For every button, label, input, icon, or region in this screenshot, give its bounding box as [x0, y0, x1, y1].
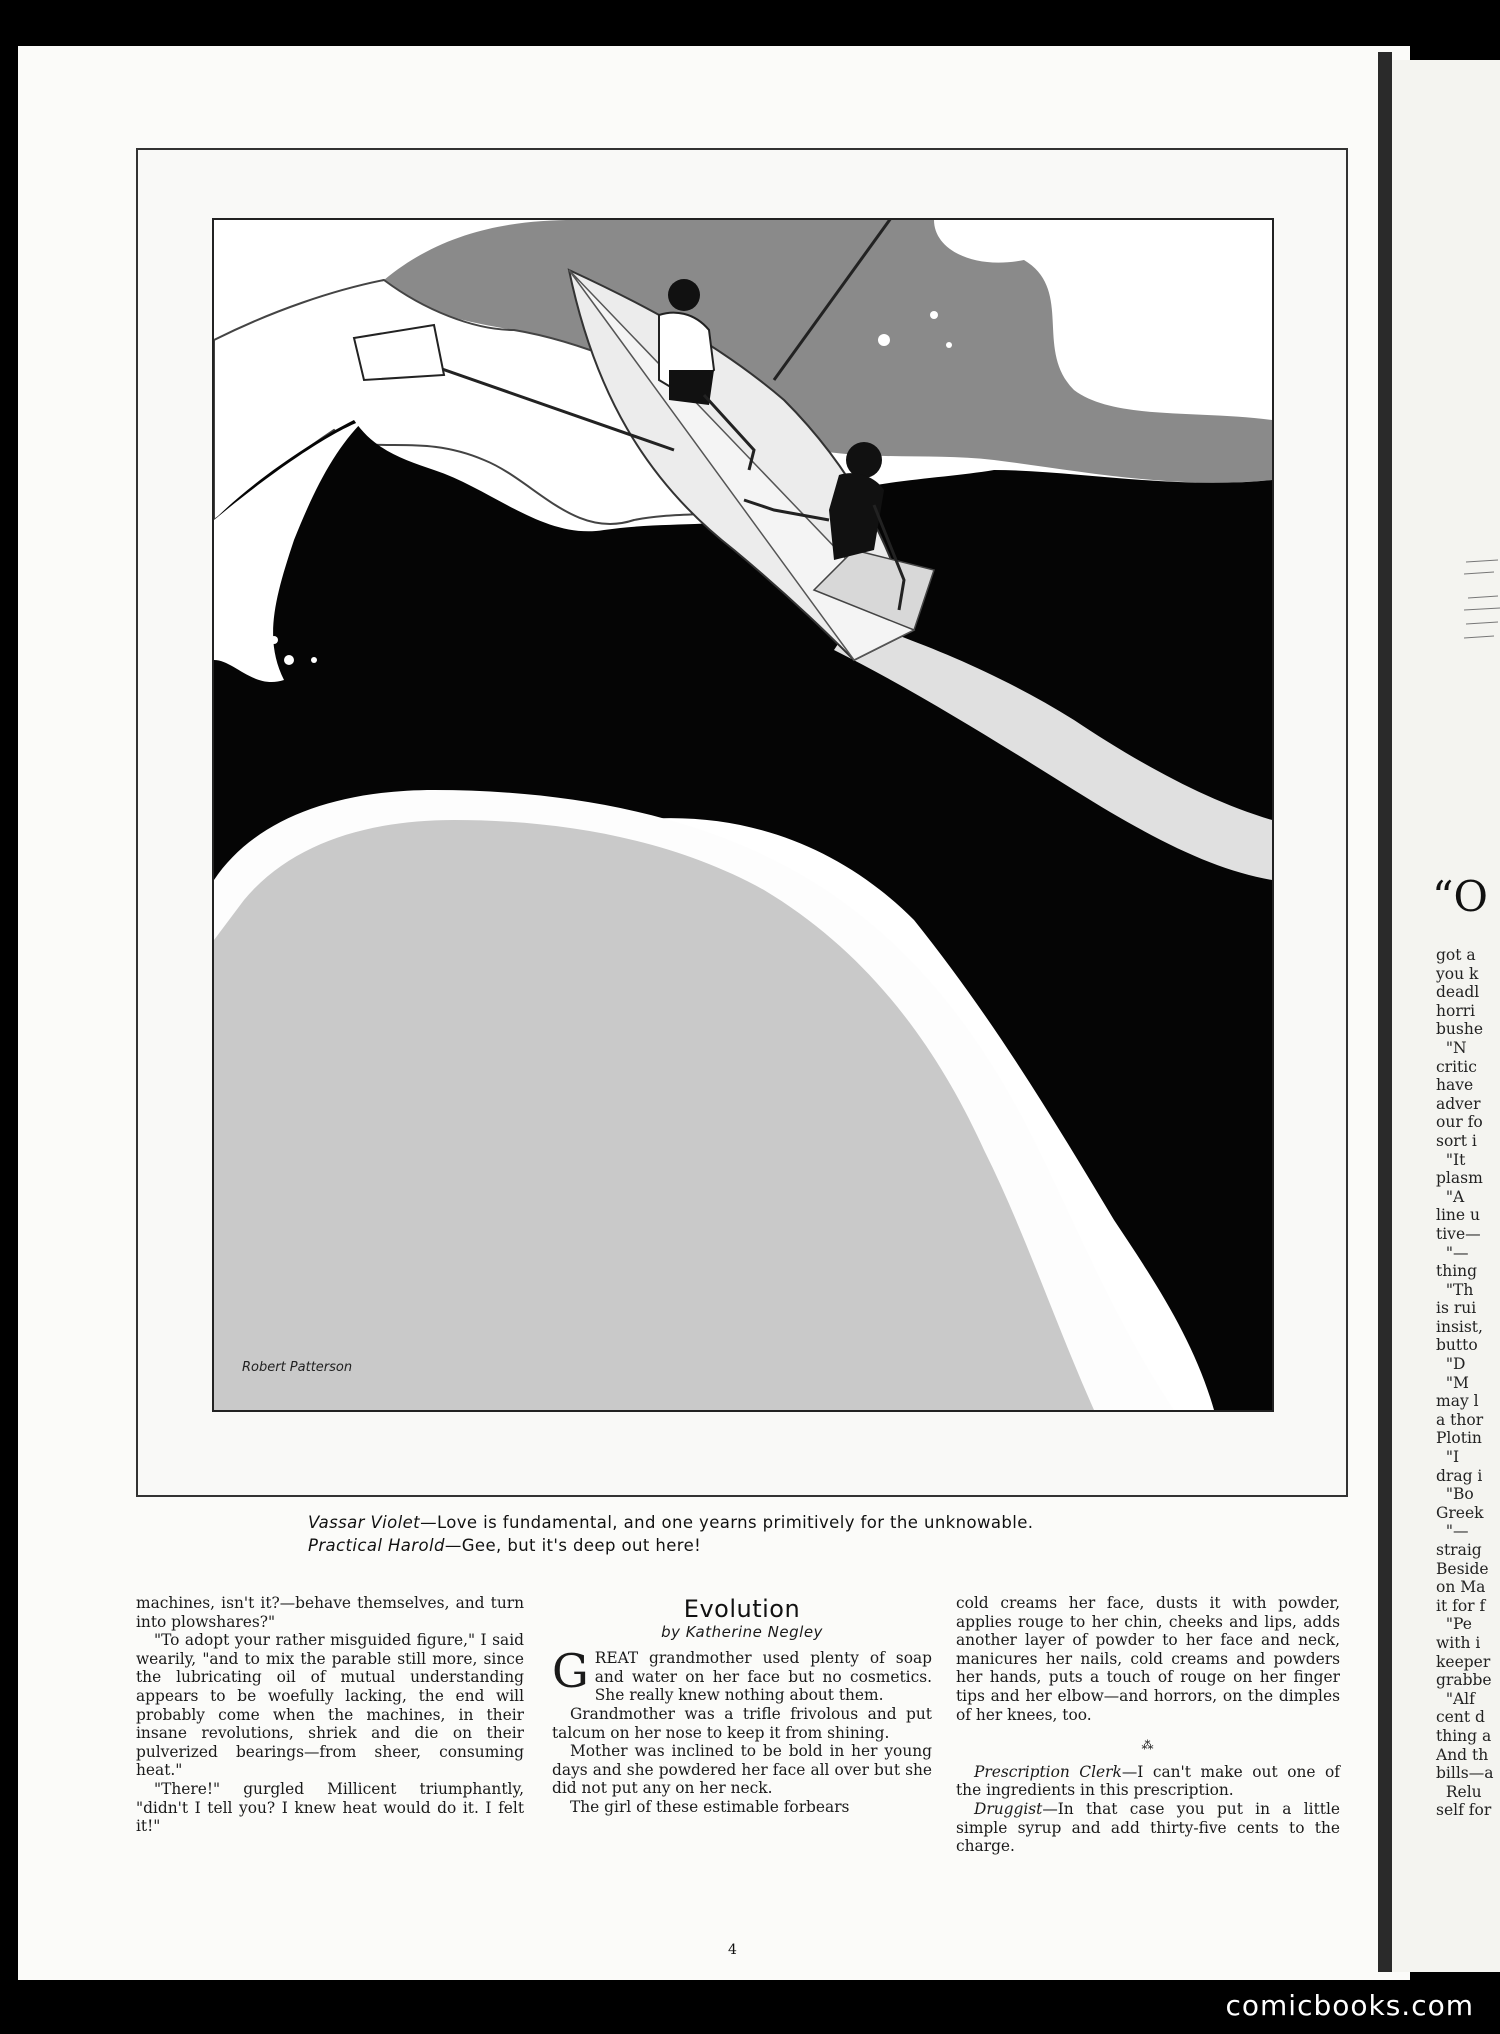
paragraph: Mother was inclined to be bold in her young days and she powdered her face all over but she did not put any on her neck.	[552, 1742, 932, 1798]
paragraph: machines, isn't it?—behave themselves, and turn into plowshares?"	[136, 1594, 524, 1631]
drop-cap: G	[552, 1644, 589, 1699]
text-column-left	[136, 1594, 524, 1836]
book-spine	[1378, 52, 1392, 1972]
joke-line-1	[956, 1763, 1340, 1800]
first-paragraph-text: REAT grandmother used plenty of soap and water on her face but no cosmetics. She really knew nothing about them.	[594, 1649, 932, 1705]
text-column-middle	[552, 1594, 932, 1817]
rowboat-illustration	[214, 220, 1272, 1410]
caption-speaker-1: Vassar Violet	[308, 1513, 421, 1532]
caption-line-2	[308, 1534, 1208, 1557]
site-watermark: comicbooks.com	[1225, 1989, 1474, 2022]
paragraph: The girl of these estimable forbears	[570, 1797, 850, 1816]
page-number: 4	[728, 1942, 737, 1958]
paragraph: "To adopt your rather misguided figure," I said wearily, "and to mix the parable still more, since the lubricating oil of mutual understanding appears to be woefully lacking, the end will probably come when the machines, in their insane revolutions, shriek and die on their pulverized bearings—from sheer, consuming heat."	[136, 1631, 524, 1780]
next-page-initial: “O	[1432, 872, 1488, 921]
next-page-text: got a you k deadl horri bushe "N critic have adver our fo sort i "It plasm "A line u tive— "— thing "Th is rui insist, butto "D "M may l a thor Plotin "I drag i "Bo Greek "— straig Beside on Ma it for f "Pe with i keeper grabbe "Alf cent d thing a And th bills—a Relu self for	[1436, 946, 1494, 1820]
scribble-marks	[1464, 558, 1500, 658]
illustration-caption	[308, 1511, 1208, 1557]
caption-speaker-2: Practical Harold	[308, 1536, 445, 1555]
article-byline: by Katherine Negley	[661, 1622, 823, 1641]
text-column-right	[956, 1594, 1340, 1856]
joke-text-1: —I can't make out one of the ingredients in this prescription.	[956, 1762, 1341, 1800]
artist-signature: Robert Patterson	[242, 1360, 353, 1375]
caption-text-1: —Love is fundamental, and one yearns primitively for the unknowable.	[420, 1513, 1034, 1532]
paragraph: "There!" gurgled Millicent triumphantly, "didn't I tell you? I knew heat would do it. I felt it!"	[136, 1779, 524, 1836]
caption-text-2: —Gee, but it's deep out here!	[444, 1536, 702, 1555]
joke-speaker-2: Druggist	[974, 1799, 1043, 1818]
joke-text-2: —In that case you put in a little simple syrup and add thirty-five cents to the charge.	[956, 1799, 1340, 1856]
section-separator: ⁂	[1141, 1738, 1155, 1753]
article-first-paragraph	[552, 1644, 932, 1705]
paragraph: Grandmother was a trifle frivolous and put talcum on her nose to keep it from shining.	[552, 1704, 932, 1742]
illustration	[212, 218, 1274, 1412]
adjacent-page-fragment	[1392, 60, 1500, 1972]
joke-line-2	[956, 1800, 1340, 1856]
joke-speaker-1: Prescription Clerk	[974, 1762, 1122, 1781]
paragraph: cold creams her face, dusts it with powder, applies rouge to her chin, cheeks and lips, adds another layer of powder to her face and neck, manicures her nails, cold creams and powders her hands, puts a touch of rouge on her finger tips and her elbow—and horrors, on the dimples of her knees, too.	[956, 1594, 1340, 1724]
article-title: Evolution	[683, 1595, 801, 1623]
caption-line-1	[308, 1511, 1208, 1534]
